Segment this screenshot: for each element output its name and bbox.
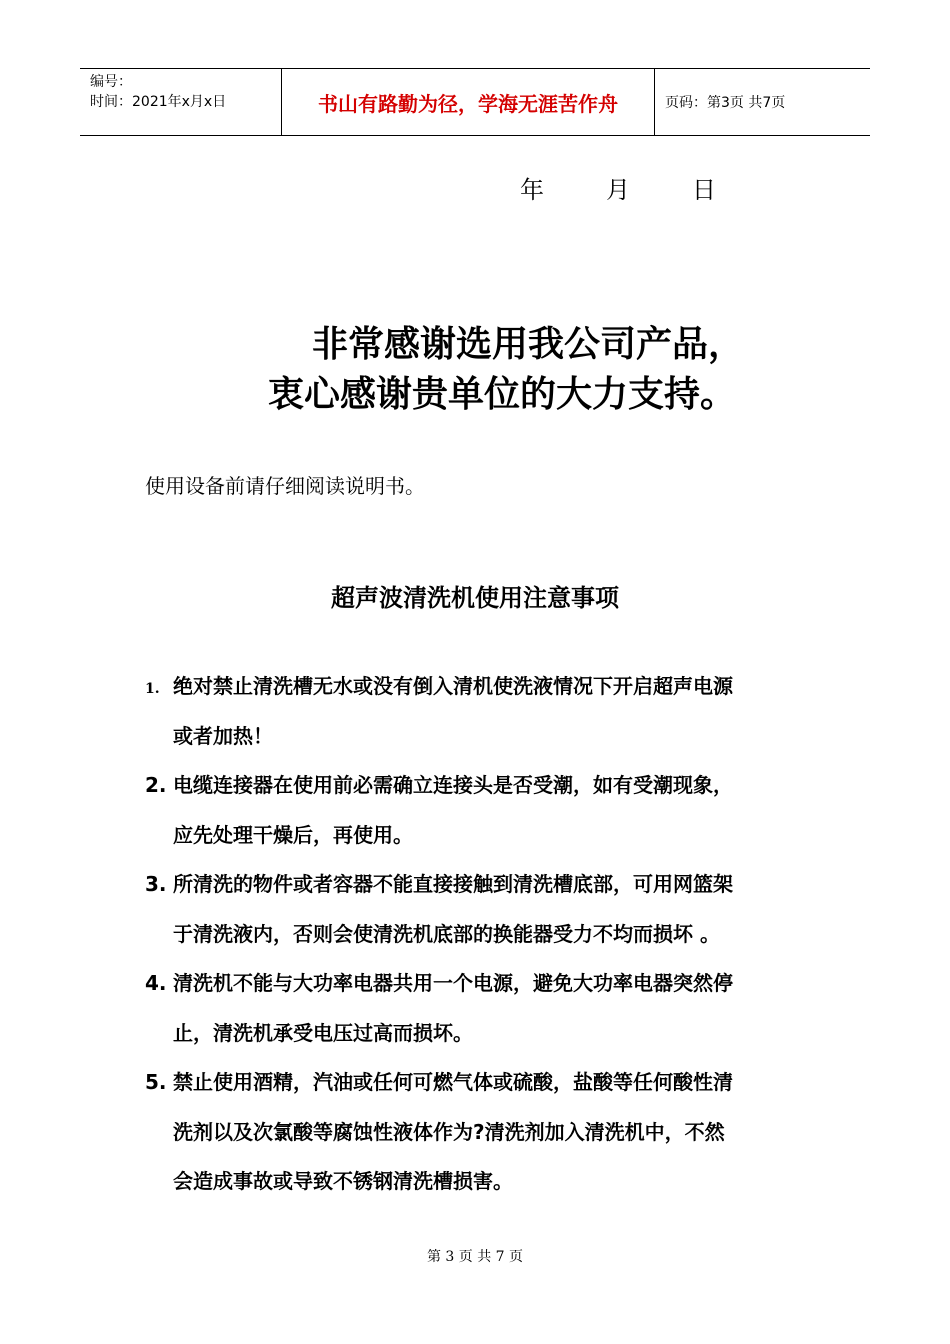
- document-number-label: 编号：: [90, 74, 132, 90]
- date-line: [520, 170, 778, 205]
- item-number: 4.: [145, 971, 167, 995]
- item-number: 1.: [145, 681, 160, 697]
- header-page-info: 页码：第3页 共7页: [665, 95, 786, 111]
- precautions-list: [145, 662, 825, 1207]
- header-motto: 书山有路勤为径，学海无涯苦作舟: [281, 69, 655, 135]
- list-item: [145, 860, 825, 959]
- item-number: 2.: [145, 773, 167, 797]
- page-header: [80, 68, 870, 136]
- item-number: 5.: [145, 1070, 167, 1094]
- manual-notice: 使用设备前请仔细阅读说明书。: [145, 474, 425, 498]
- thanks-line-2: 衷心感谢贵单位的大力支持。: [268, 374, 737, 415]
- date-year: 年: [520, 176, 544, 204]
- item-number: 3.: [145, 872, 167, 896]
- date-month: 月: [606, 176, 630, 204]
- header-meta: [80, 69, 281, 135]
- thanks-line-1: 非常感谢选用我公司产品，: [312, 324, 745, 365]
- item-text: 禁止使用酒精，汽油或任何可燃气体或硫酸，盐酸等任何酸性清 洗剂以及次氯酸等腐蚀性液体作为?清洗剂加入清洗机中，不然 会造成事故或导致不锈钢清洗槽损害。: [173, 1070, 733, 1193]
- page-footer: 第 3 页 共 7 页: [426, 1249, 524, 1265]
- list-item: [145, 1058, 825, 1207]
- section-title: 超声波清洗机使用注意事项: [331, 584, 619, 612]
- item-text: 清洗机不能与大功率电器共用一个电源，避免大功率电器突然停 止，清洗机承受电压过高而损坏。: [173, 971, 733, 1045]
- list-item: [145, 761, 825, 860]
- item-text: 绝对禁止清洗槽无水或没有倒入清机使洗液情况下开启超声电源 或者加热！: [173, 674, 733, 748]
- date-day: 日: [692, 176, 716, 204]
- list-item: [145, 662, 825, 761]
- item-text: 电缆连接器在使用前必需确立连接头是否受潮，如有受潮现象， 应先处理干燥后，再使用。: [173, 773, 733, 847]
- document-time: 时间：2021年x月x日: [90, 94, 227, 110]
- list-item: [145, 959, 825, 1058]
- item-text: 所清洗的物件或者容器不能直接接触到清洗槽底部，可用网篮架 于清洗液内，否则会使清洗机底部的换能器受力不均而损坏 。: [173, 872, 733, 946]
